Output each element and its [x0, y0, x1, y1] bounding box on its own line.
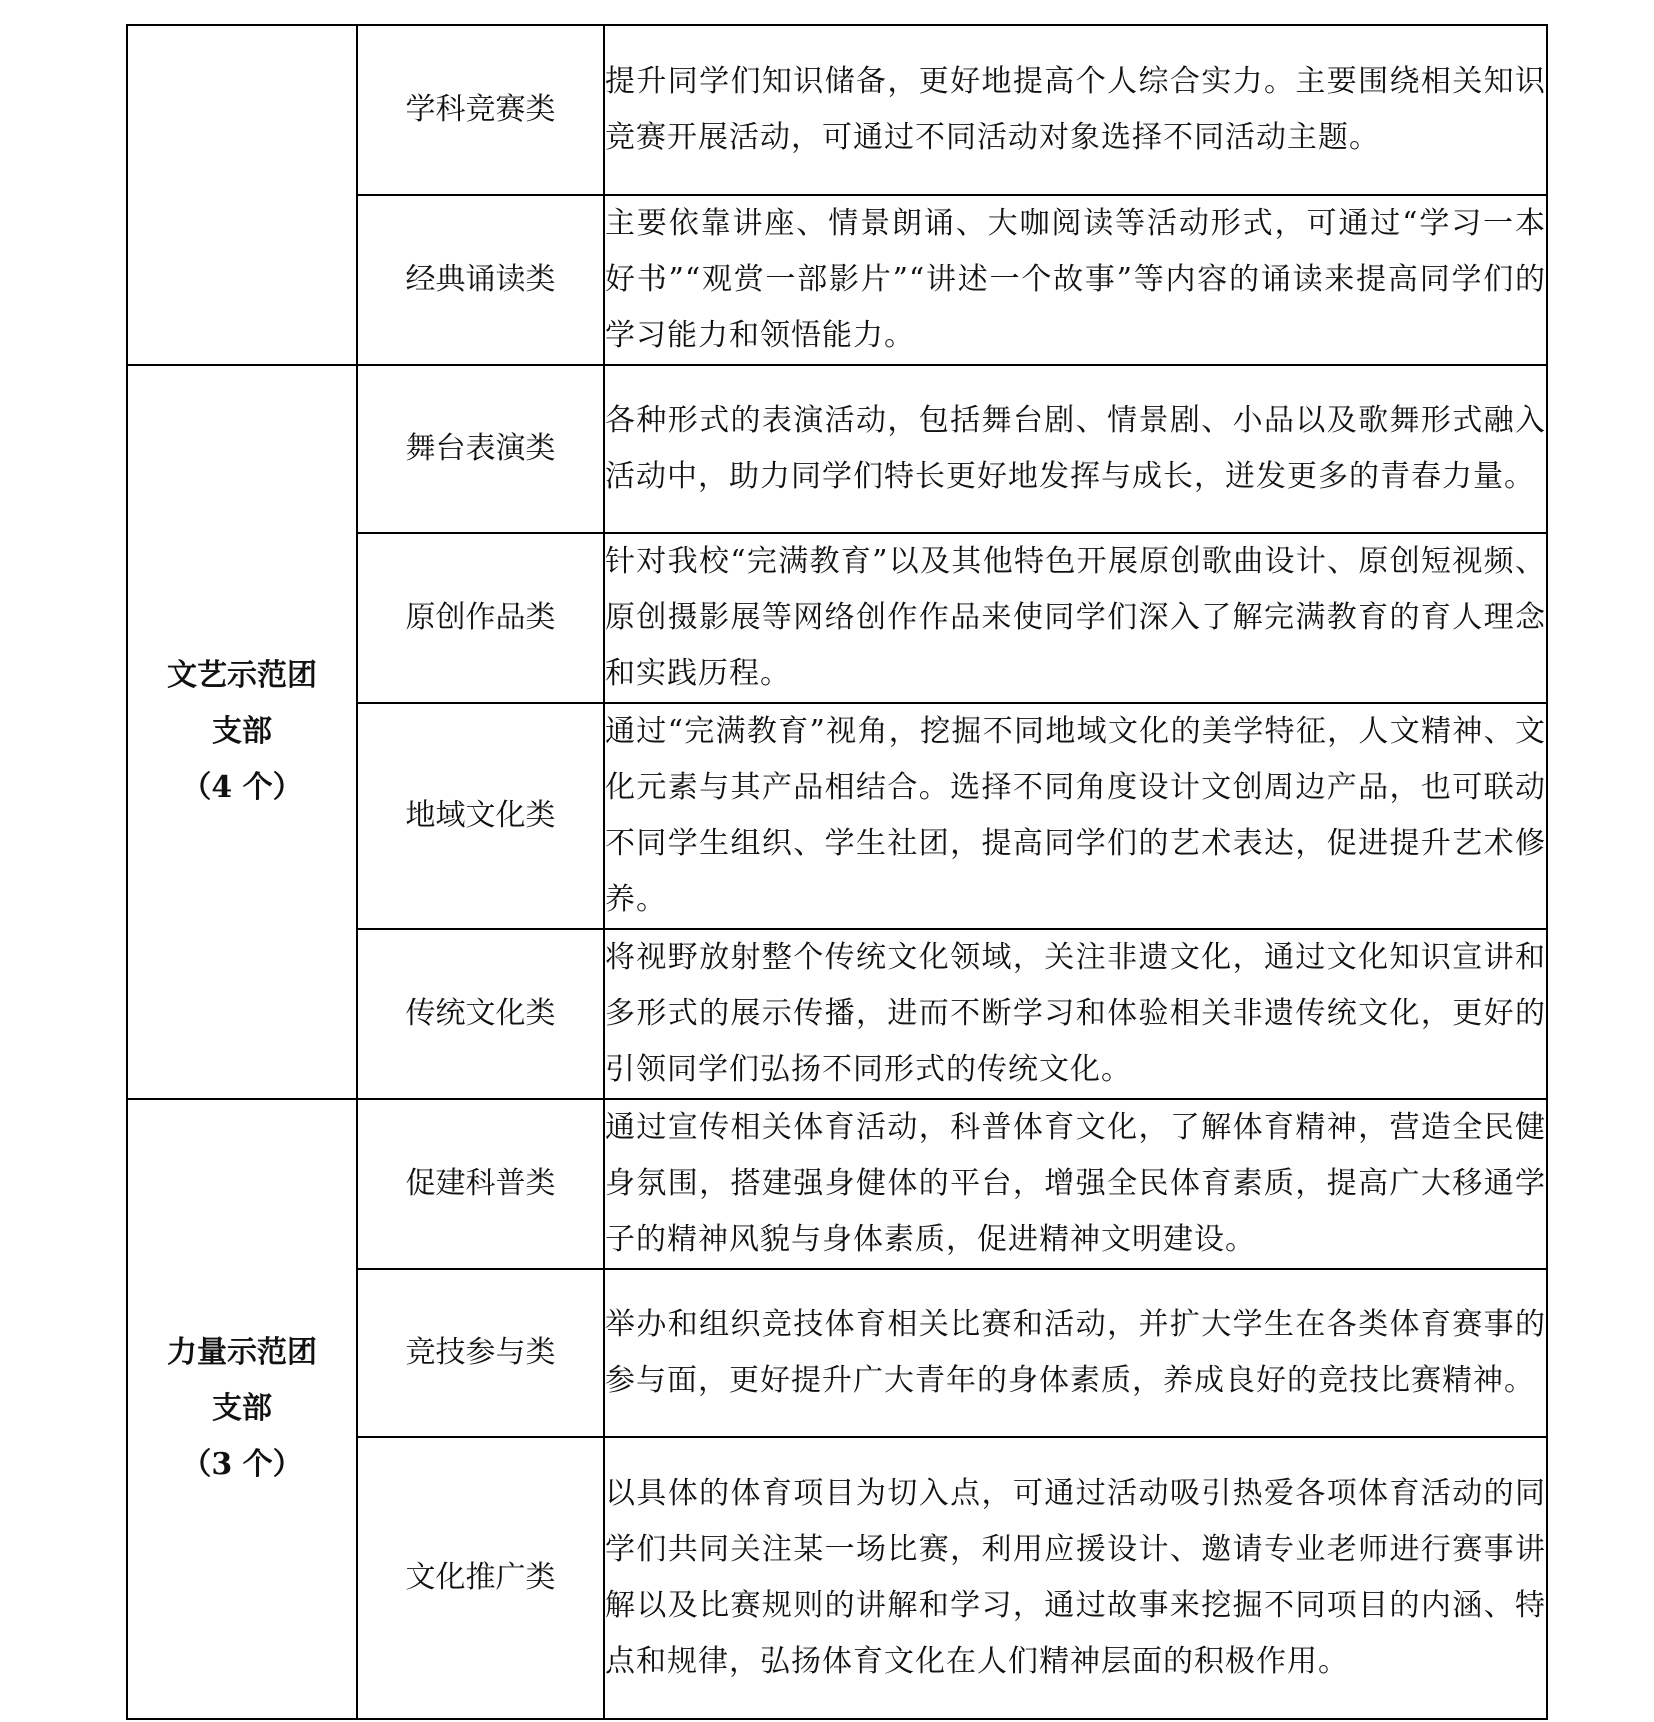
description-cell: 提升同学们知识储备，更好地提高个人综合实力。主要围绕相关知识竞赛开展活动，可通过不同活动对象选择不同活动主题。: [604, 25, 1547, 195]
category-cell: 舞台表演类: [357, 365, 604, 533]
group-name-line2: 支部: [212, 1391, 272, 1426]
group-cell-strength: [127, 1099, 357, 1719]
group-name-line1: 文艺示范团: [167, 658, 317, 693]
description-cell: 通过宣传相关体育活动，科普体育文化，了解体育精神，营造全民健身氛围，搭建强身健体的平台，增强全民体育素质，提高广大移通学子的精神风貌与身体素质，促进精神文明建设。: [604, 1099, 1547, 1269]
group-name-line2: 支部: [212, 714, 272, 749]
description-cell: 针对我校“完满教育”以及其他特色开展原创歌曲设计、原创短视频、原创摄影展等网络创作作品来使同学们深入了解完满教育的育人理念和实践历程。: [604, 533, 1547, 703]
group-name-line1: 力量示范团: [167, 1335, 317, 1370]
category-cell: 竞技参与类: [357, 1269, 604, 1437]
description-cell: 各种形式的表演活动，包括舞台剧、情景剧、小品以及歌舞形式融入活动中，助力同学们特长更好地发挥与成长，迸发更多的青春力量。: [604, 365, 1547, 533]
group-count: （4 个）: [181, 770, 303, 805]
description-cell: 以具体的体育项目为切入点，可通过活动吸引热爱各项体育活动的同学们共同关注某一场比赛，利用应援设计、邀请专业老师进行赛事讲解以及比赛规则的讲解和学习，通过故事来挖掘不同项目的内涵、特点和规律，弘扬体育文化在人们精神层面的积极作用。: [604, 1437, 1547, 1719]
table-row: [127, 365, 1547, 533]
category-cell: 促建科普类: [357, 1099, 604, 1269]
category-cell: 经典诵读类: [357, 195, 604, 365]
category-cell: 学科竞赛类: [357, 25, 604, 195]
description-cell: 举办和组织竞技体育相关比赛和活动，并扩大学生在各类体育赛事的参与面，更好提升广大青年的身体素质，养成良好的竞技比赛精神。: [604, 1269, 1547, 1437]
category-cell: 传统文化类: [357, 929, 604, 1099]
group-count: （3 个）: [181, 1447, 303, 1482]
activity-category-table: [126, 24, 1548, 1720]
category-cell: 地域文化类: [357, 703, 604, 929]
table-row: [127, 1099, 1547, 1269]
category-cell: 文化推广类: [357, 1437, 604, 1719]
category-cell: 原创作品类: [357, 533, 604, 703]
description-cell: 将视野放射整个传统文化领域，关注非遗文化，通过文化知识宣讲和多形式的展示传播，进而不断学习和体验相关非遗传统文化，更好的引领同学们弘扬不同形式的传统文化。: [604, 929, 1547, 1099]
table-row: [127, 25, 1547, 195]
group-cell-arts: [127, 365, 357, 1099]
description-cell: 通过“完满教育”视角，挖掘不同地域文化的美学特征，人文精神、文化元素与其产品相结合。选择不同角度设计文创周边产品，也可联动不同学生组织、学生社团，提高同学们的艺术表达，促进提升艺术修养。: [604, 703, 1547, 929]
description-cell: 主要依靠讲座、情景朗诵、大咖阅读等活动形式，可通过“学习一本好书”“观赏一部影片”“讲述一个故事”等内容的诵读来提高同学们的学习能力和领悟能力。: [604, 195, 1547, 365]
group-cell-continued: [127, 25, 357, 365]
